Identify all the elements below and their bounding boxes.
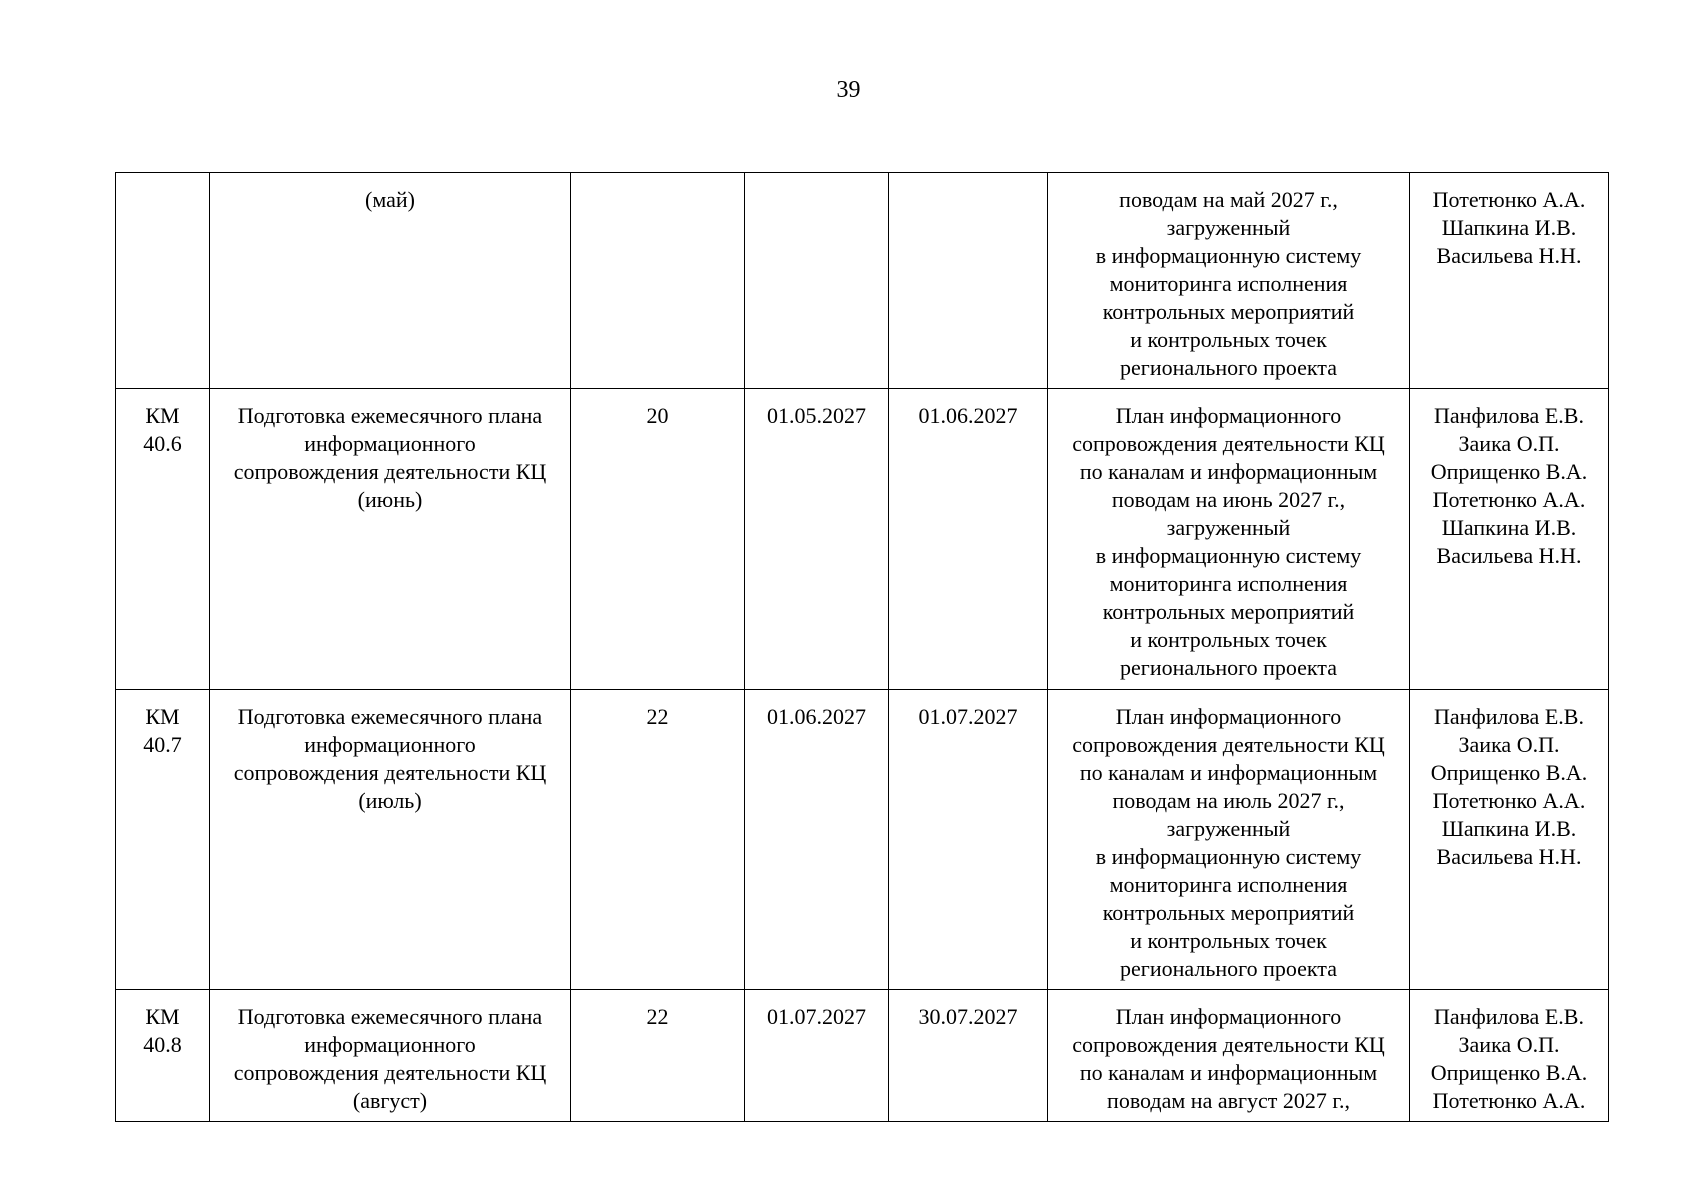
cell-responsible-line: Васильева Н.Н. xyxy=(1436,844,1582,869)
cell-result-line: в информационную систему xyxy=(1095,844,1362,869)
plan-table-body xyxy=(116,173,1609,1122)
cell-result xyxy=(1048,173,1410,389)
cell-responsible-line: Панфилова Е.В. xyxy=(1434,1004,1584,1029)
cell-end-date xyxy=(889,389,1048,690)
cell-code xyxy=(116,389,210,690)
cell-responsible-line: Оприщенко В.А. xyxy=(1430,459,1588,484)
cell-responsible-line: Панфилова Е.В. xyxy=(1434,704,1584,729)
cell-name-line: информационного xyxy=(304,431,476,456)
cell-result-line: загруженный xyxy=(1166,816,1291,841)
cell-responsible xyxy=(1410,173,1609,389)
cell-name-line: (август) xyxy=(352,1088,428,1113)
cell-end-date xyxy=(889,990,1048,1122)
cell-result-line: сопровождения деятельности КЦ xyxy=(1072,1032,1385,1057)
cell-name-line: (июнь) xyxy=(357,487,423,512)
cell-result xyxy=(1048,990,1410,1122)
cell-end-date-value: 01.07.2027 xyxy=(918,704,1018,729)
cell-start-date xyxy=(745,173,889,389)
cell-result-line: регионального проекта xyxy=(1120,956,1337,981)
cell-responsible-line: Заика О.П. xyxy=(1458,1032,1560,1057)
cell-result-line: и контрольных точек xyxy=(1130,327,1327,352)
cell-end-date-value: 01.06.2027 xyxy=(918,403,1018,428)
cell-name-line: Подготовка ежемесячного плана xyxy=(237,1004,543,1029)
cell-result-line: регионального проекта xyxy=(1120,355,1337,380)
cell-code xyxy=(116,990,210,1122)
cell-name-line: (май) xyxy=(365,187,415,212)
cell-end-date xyxy=(889,690,1048,990)
cell-name xyxy=(210,690,571,990)
cell-result-line: и контрольных точек xyxy=(1130,928,1327,953)
cell-days xyxy=(571,690,745,990)
cell-result-line: поводам на май 2027 г., xyxy=(1119,187,1338,212)
cell-responsible xyxy=(1410,389,1609,690)
cell-name xyxy=(210,990,571,1122)
cell-result-line: в информационную систему xyxy=(1095,243,1362,268)
cell-result-line: в информационную систему xyxy=(1095,543,1362,568)
cell-result-line: План информационного xyxy=(1115,704,1342,729)
cell-name-line: Подготовка ежемесячного плана xyxy=(237,704,543,729)
cell-result-line: План информационного xyxy=(1115,403,1342,428)
cell-start-date-value: 01.06.2027 xyxy=(767,704,866,729)
cell-responsible-line: Заика О.П. xyxy=(1458,431,1560,456)
cell-result-line: по каналам и информационным xyxy=(1079,459,1378,484)
cell-code xyxy=(116,690,210,990)
cell-responsible xyxy=(1410,990,1609,1122)
cell-result-line: по каналам и информационным xyxy=(1079,1060,1378,1085)
cell-start-date-value: 01.05.2027 xyxy=(767,403,866,428)
cell-name-line: информационного xyxy=(304,732,476,757)
plan-table xyxy=(115,172,1609,1122)
cell-result xyxy=(1048,389,1410,690)
cell-responsible-line: Васильева Н.Н. xyxy=(1436,543,1582,568)
cell-start-date xyxy=(745,389,889,690)
cell-result xyxy=(1048,690,1410,990)
cell-responsible-line: Оприщенко В.А. xyxy=(1430,760,1588,785)
cell-result-line: План информационного xyxy=(1115,1004,1342,1029)
cell-name-line: Подготовка ежемесячного плана xyxy=(237,403,543,428)
cell-result-line: контрольных мероприятий xyxy=(1102,299,1355,324)
cell-result-line: и контрольных точек xyxy=(1130,627,1327,652)
cell-result-line: по каналам и информационным xyxy=(1079,760,1378,785)
cell-end-date xyxy=(889,173,1048,389)
cell-days-value: 20 xyxy=(646,403,669,428)
cell-days-value: 22 xyxy=(646,704,669,729)
cell-result-line: поводам на июль 2027 г., xyxy=(1112,788,1345,813)
table-row xyxy=(116,990,1609,1122)
cell-result-line: мониторинга исполнения xyxy=(1109,571,1348,596)
cell-responsible-line: Панфилова Е.В. xyxy=(1434,403,1584,428)
cell-responsible-line: Потетюнко А.А. xyxy=(1432,788,1586,813)
cell-responsible-line: Шапкина И.В. xyxy=(1441,515,1577,540)
cell-result-line: регионального проекта xyxy=(1120,655,1337,680)
page-number: 39 xyxy=(836,77,861,103)
cell-code-line: КМ xyxy=(145,1004,180,1029)
table-row xyxy=(116,690,1609,990)
cell-result-line: поводам на июнь 2027 г., xyxy=(1111,487,1346,512)
cell-end-date-value: 30.07.2027 xyxy=(918,1004,1018,1029)
cell-name xyxy=(210,173,571,389)
cell-result-line: контрольных мероприятий xyxy=(1102,599,1355,624)
cell-responsible-line: Шапкина И.В. xyxy=(1441,215,1577,240)
cell-name-line: информационного xyxy=(304,1032,476,1057)
cell-responsible xyxy=(1410,690,1609,990)
cell-name xyxy=(210,389,571,690)
cell-result-line: сопровождения деятельности КЦ xyxy=(1072,732,1385,757)
cell-result-line: сопровождения деятельности КЦ xyxy=(1072,431,1385,456)
cell-responsible-line: Потетюнко А.А. xyxy=(1432,187,1586,212)
cell-name-line: сопровождения деятельности КЦ xyxy=(233,760,547,785)
cell-responsible-line: Потетюнко А.А. xyxy=(1432,1088,1586,1113)
cell-responsible-line: Васильева Н.Н. xyxy=(1436,243,1582,268)
cell-start-date xyxy=(745,690,889,990)
cell-result-line: мониторинга исполнения xyxy=(1109,271,1348,296)
cell-code-line: 40.8 xyxy=(143,1032,182,1057)
cell-result-line: мониторинга исполнения xyxy=(1109,872,1348,897)
cell-start-date-value: 01.07.2027 xyxy=(767,1004,866,1029)
cell-name-line: (июль) xyxy=(358,788,422,813)
table-row xyxy=(116,173,1609,389)
cell-code-line: КМ xyxy=(145,704,180,729)
cell-days xyxy=(571,389,745,690)
cell-start-date xyxy=(745,990,889,1122)
cell-responsible-line: Оприщенко В.А. xyxy=(1430,1060,1588,1085)
cell-result-line: загруженный xyxy=(1166,215,1291,240)
cell-result-line: загруженный xyxy=(1166,515,1291,540)
cell-code xyxy=(116,173,210,389)
cell-responsible-line: Заика О.П. xyxy=(1458,732,1560,757)
cell-responsible-line: Потетюнко А.А. xyxy=(1432,487,1586,512)
cell-name-line: сопровождения деятельности КЦ xyxy=(233,1060,547,1085)
cell-days xyxy=(571,173,745,389)
cell-responsible-line: Шапкина И.В. xyxy=(1441,816,1577,841)
cell-code-line: КМ xyxy=(145,403,180,428)
cell-days xyxy=(571,990,745,1122)
cell-result-line: контрольных мероприятий xyxy=(1102,900,1355,925)
cell-code-line: 40.7 xyxy=(143,732,182,757)
cell-code-line: 40.6 xyxy=(143,431,182,456)
cell-days-value: 22 xyxy=(646,1004,669,1029)
table-row xyxy=(116,389,1609,690)
cell-result-line: поводам на август 2027 г., xyxy=(1107,1088,1350,1113)
cell-name-line: сопровождения деятельности КЦ xyxy=(233,459,547,484)
